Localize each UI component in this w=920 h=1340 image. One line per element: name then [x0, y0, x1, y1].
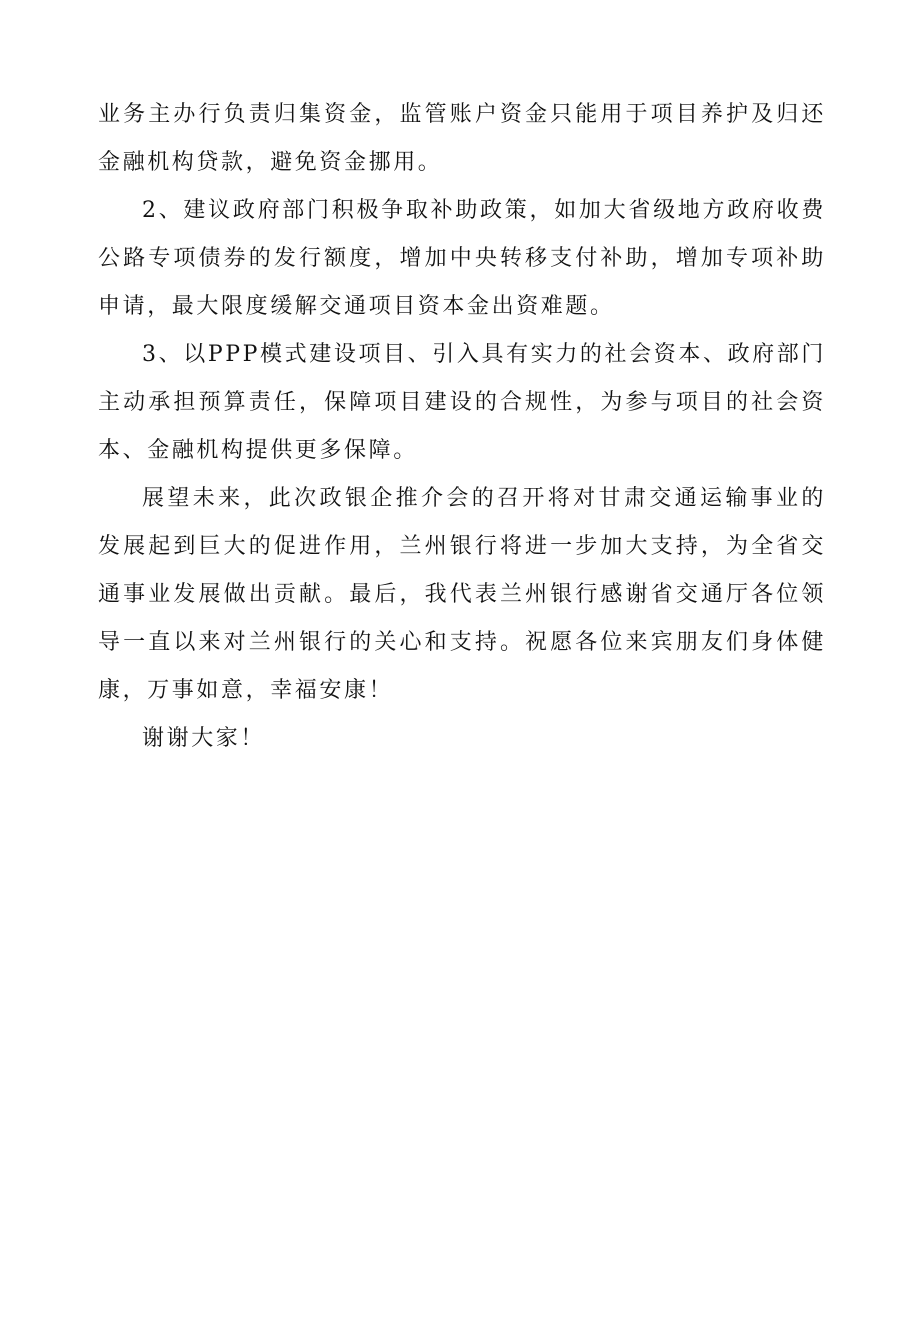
- paragraph-closing: 展望未来，此次政银企推介会的召开将对甘肃交通运输事业的发展起到巨大的促进作用，兰州银行将进一步加大支持，为全省交通事业发展做出贡献。最后，我代表兰州银行感谢省交通厅各位领导一直以来对兰州银行的关心和支持。祝愿各位来宾朋友们身体健康，万事如意，幸福安康！: [98, 486, 826, 703]
- paragraph-item-3: 3、以PPP模式建设项目、引入具有实力的社会资本、政府部门主动承担预算责任，保障项目建设的合规性，为参与项目的社会资本、金融机构提供更多保障。: [98, 342, 826, 463]
- paragraph-continuation: 业务主办行负责归集资金，监管账户资金只能用于项目养护及归还金融机构贷款，避免资金挪用。: [98, 102, 826, 175]
- paragraph-item-2: 2、建议政府部门积极争取补助政策，如加大省级地方政府收费公路专项债券的发行额度，增加中央转移支付补助，增加专项补助申请，最大限度缓解交通项目资本金出资难题。: [98, 198, 826, 319]
- paragraph-thanks: 谢谢大家！: [142, 726, 266, 751]
- document-page: [98, 91, 826, 763]
